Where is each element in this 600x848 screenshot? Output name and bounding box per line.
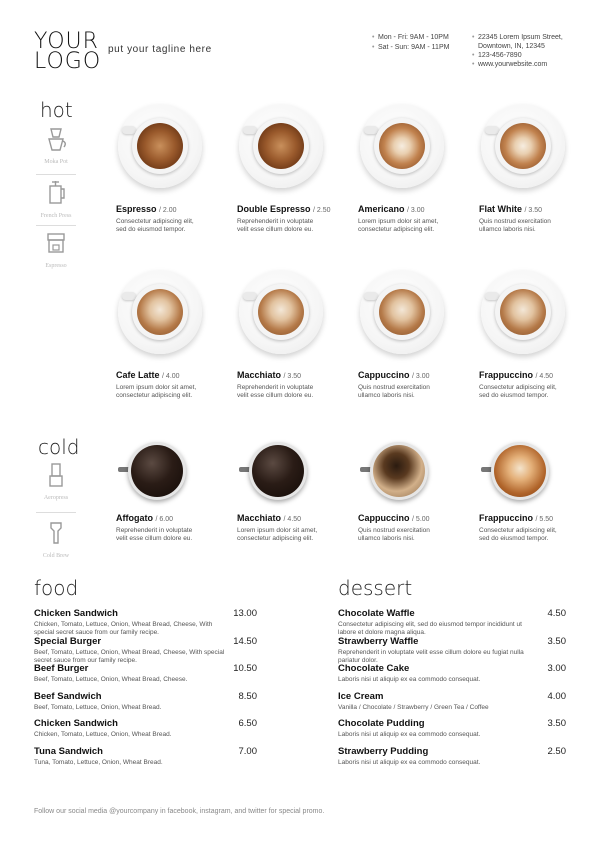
contact-info: [472, 33, 563, 69]
menu-item: [338, 608, 566, 636]
drink-price: / 3.00: [412, 373, 430, 380]
aeropress-label: Aeropress: [43, 495, 69, 501]
drink-card: [237, 104, 347, 234]
item-price: 8.50: [238, 690, 257, 702]
section-title-hot: hot: [40, 98, 73, 122]
item-price: 2.50: [547, 745, 566, 757]
espresso-label: Espresso: [45, 263, 67, 269]
aeropress-icon: [34, 462, 78, 501]
drink-card: [237, 270, 347, 400]
menu-item: [34, 608, 257, 636]
drink-name: Cappuccino / 3.00: [358, 370, 430, 380]
drink-price: / 3.50: [524, 207, 543, 214]
item-description: Beef, Tomato, Lettuce, Onion, Wheat Bread, Cheese.: [34, 676, 188, 684]
item-price: 7.00: [238, 745, 257, 757]
drink-description: Reprehenderit in voluptate velit esse cillum dolore eu.: [237, 218, 314, 233]
item-description: Vanilla / Chocolate / Strawberry / Green Tea / Coffee: [338, 703, 489, 711]
item-description: Consectetur adipiscing elit, sed do eiusmod tempor incididunt ut labore et dolore magna aliqua.: [338, 621, 522, 636]
dessert-menu: [338, 608, 566, 774]
phone-number: • 123-456-7890: [472, 51, 563, 60]
drink-description: Quis nostrud exercitation ullamco laboris nisi.: [479, 218, 551, 233]
drink-price: / 3.00: [407, 207, 425, 214]
drink-name: Macchiato / 4.50: [237, 513, 302, 523]
divider: [36, 512, 76, 513]
item-name: Strawberry Pudding: [338, 745, 429, 757]
coffee-cup-image: [360, 104, 448, 192]
french-press-icon: [34, 180, 78, 219]
coffee-cup-image: [360, 270, 448, 358]
cold-glass-image: [481, 434, 569, 508]
drink-card: [358, 270, 468, 400]
divider: [36, 174, 76, 175]
moka-pot-label: Moka Pot: [44, 159, 68, 165]
opening-hours: [372, 33, 449, 53]
coffee-cup-image: [118, 104, 206, 192]
item-name: Strawberry Waffle: [338, 635, 419, 647]
drink-name: Cafe Latte / 4.00: [116, 370, 180, 380]
food-menu: [34, 608, 257, 774]
menu-item: [338, 636, 566, 664]
website-link[interactable]: • www.yourwebsite.com: [472, 60, 563, 69]
menu-item: [34, 636, 257, 664]
cold-brew-label: Cold Brew: [42, 553, 70, 559]
item-price: 3.50: [547, 635, 566, 647]
logo-line-1: YOUR: [34, 29, 99, 54]
item-description: Laboris nisi ut aliquip ex ea commodo consequat.: [338, 731, 481, 739]
item-description: Chicken, Tomato, Lettuce, Onion, Wheat Bread.: [34, 731, 172, 739]
item-name: Chocolate Cake: [338, 663, 410, 675]
drink-description: Consectetur adipiscing elit, sed do eiusmod tempor.: [116, 218, 194, 233]
drink-name: Cappuccino / 5.00: [358, 513, 430, 523]
item-price: 14.50: [233, 635, 257, 647]
item-name: Beef Burger: [34, 663, 89, 675]
item-name: Chocolate Pudding: [338, 718, 425, 730]
drink-description: Quis nostrud exercitation ullamco laboris nisi.: [358, 527, 430, 542]
item-description: Chicken, Tomato, Lettuce, Onion, Wheat Bread, Cheese, With special secret sauce from our family recipe.: [34, 621, 213, 636]
footer-social-note: Follow our social media @yourcompany in facebook, instagram, and twitter for special promo.: [34, 808, 325, 815]
drink-price: / 4.00: [162, 373, 180, 380]
drink-price: / 3.50: [283, 373, 302, 380]
logo: [34, 29, 104, 74]
menu-item: [338, 691, 566, 719]
menu-item: [34, 663, 257, 691]
coffee-cup-image: [239, 270, 327, 358]
drink-card: [358, 104, 468, 234]
coffee-cup-image: [481, 104, 569, 192]
item-description: Beef, Tomato, Lettuce, Onion, Wheat Bread.: [34, 703, 162, 711]
item-price: 4.50: [547, 608, 566, 619]
drink-name: Double Espresso / 2.50: [237, 204, 331, 214]
drink-card: [358, 434, 468, 543]
drink-name: Macchiato / 3.50: [237, 370, 302, 380]
drink-description: Quis nostrud exercitation ullamco laboris nisi.: [358, 384, 430, 399]
drink-description: Reprehenderit in voluptate velit esse cillum dolore eu.: [237, 384, 314, 399]
espresso-machine-icon: [34, 232, 78, 269]
section-title-food: food: [34, 576, 79, 600]
divider: [36, 225, 76, 226]
coffee-cup-image: [118, 270, 206, 358]
cold-brew-icon: [34, 520, 78, 559]
menu-item: [34, 691, 257, 719]
menu-item: [338, 718, 566, 746]
drink-description: Lorem ipsum dolor sit amet, consectetur adipiscing elit.: [116, 384, 197, 399]
logo-line-2: LOGO: [34, 49, 102, 74]
drink-card: [116, 270, 226, 400]
drink-name: Americano / 3.00: [358, 204, 425, 214]
address-line-1: • 22345 Lorem Ipsum Street,: [472, 33, 563, 42]
item-description: Laboris nisi ut aliquip ex ea commodo consequat.: [338, 758, 481, 766]
drink-name: Frappuccino / 5.50: [479, 513, 554, 523]
drink-description: Consectetur adipiscing elit, sed do eiusmod tempor.: [479, 384, 557, 399]
drink-name: Affogato / 6.00: [116, 513, 174, 523]
drink-description: Consectetur adipiscing elit, sed do eiusmod tempor.: [479, 527, 557, 542]
section-title-cold: cold: [38, 435, 80, 459]
item-name: Chicken Sandwich: [34, 608, 118, 619]
drink-description: Reprehenderit in voluptate velit esse cillum dolore eu.: [116, 527, 193, 542]
item-name: Tuna Sandwich: [34, 745, 103, 757]
cold-glass-image: [360, 434, 448, 508]
drink-price: / 5.50: [535, 516, 554, 523]
drink-card: [116, 434, 226, 543]
french-press-label: French Press: [40, 213, 72, 219]
drink-name: Frappuccino / 4.50: [479, 370, 554, 380]
item-description: Laboris nisi ut aliquip ex ea commodo consequat.: [338, 676, 481, 684]
drink-price: / 4.50: [535, 373, 554, 380]
item-price: 4.00: [547, 690, 566, 702]
drink-card: [479, 270, 589, 400]
drink-price: / 6.00: [155, 516, 174, 523]
item-description: Tuna, Tomato, Lettuce, Onion, Wheat Bread.: [34, 758, 163, 766]
item-price: 10.50: [233, 663, 257, 675]
cold-glass-image: [118, 434, 206, 508]
drink-price: / 5.00: [412, 516, 430, 523]
section-title-dessert: dessert: [338, 576, 413, 600]
drink-card: [116, 104, 226, 234]
tagline: put your tagline here: [108, 44, 212, 55]
address-line-2: Downtown, IN, 12345: [478, 43, 545, 50]
item-name: Ice Cream: [338, 690, 384, 702]
item-price: 6.50: [238, 718, 257, 730]
item-price: 3.50: [547, 718, 566, 730]
item-name: Beef Sandwich: [34, 690, 102, 702]
item-description: Beef, Tomato, Lettuce, Onion, Wheat Bread, Cheese, With special secret sauce from our family recipe.: [34, 648, 225, 664]
menu-item: [338, 663, 566, 691]
cold-glass-image: [239, 434, 327, 508]
coffee-cup-image: [481, 270, 569, 358]
drink-card: [479, 104, 589, 234]
menu-item: [34, 746, 257, 774]
drink-name: Flat White / 3.50: [479, 204, 543, 214]
coffee-cup-image: [239, 104, 327, 192]
item-name: Special Burger: [34, 635, 102, 647]
item-price: 3.00: [547, 663, 566, 675]
drink-price: / 4.50: [283, 516, 302, 523]
moka-pot-icon: [34, 126, 78, 165]
item-description: Reprehenderit in voluptate velit esse cillum dolore eu fugiat nulla pariatur dolor.: [338, 648, 524, 664]
drink-price: / 2.00: [159, 207, 177, 214]
drink-description: Lorem ipsum dolor sit amet, consectetur adipiscing elit.: [237, 527, 318, 542]
item-price: 13.00: [233, 608, 257, 619]
menu-item: [34, 718, 257, 746]
hours-weekend: • Sat - Sun: 9AM - 11PM: [372, 43, 449, 53]
drink-name: Espresso / 2.00: [116, 204, 177, 214]
drink-description: Lorem ipsum dolor sit amet, consectetur adipiscing elit.: [358, 218, 439, 233]
menu-item: [338, 746, 566, 774]
drink-price: / 2.50: [313, 207, 331, 214]
drink-card: [479, 434, 589, 543]
drink-card: [237, 434, 347, 543]
item-name: Chocolate Waffle: [338, 608, 415, 619]
item-name: Chicken Sandwich: [34, 718, 118, 730]
hours-weekday: • Mon - Fri: 9AM - 10PM: [372, 33, 449, 43]
